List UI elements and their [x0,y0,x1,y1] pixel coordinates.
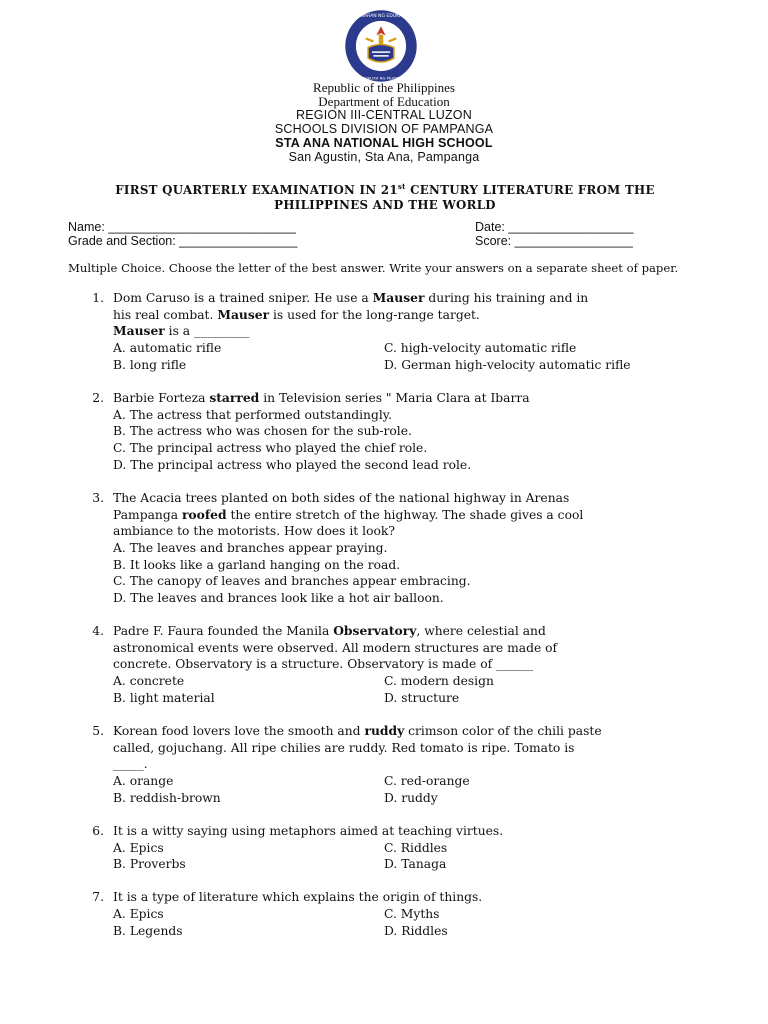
question-text: ambiance to the motorists. How does it look? [113,524,395,538]
keyword: ruddy [364,723,405,738]
text-run: in Television series " Maria Clara at Ibarra [259,391,530,405]
question-text: concrete. Observatory is a structure. Observatory is made of ______ [113,657,533,671]
keyword: starred [209,390,260,405]
option-c[interactable]: C. The canopy of leaves and branches appear embracing. [113,574,471,588]
header-republic: Republic of the Philippines [313,80,455,95]
option-c[interactable]: C. modern design [384,674,494,688]
score-field[interactable]: Score: _________________ [475,234,633,248]
option-d[interactable]: D. German high-velocity automatic rifle [384,358,631,372]
option-c[interactable]: C. The principal actress who played the chief role. [113,441,428,455]
grade-section-field[interactable]: Grade and Section: _________________ [68,234,298,248]
option-d[interactable]: D. The principal actress who played the second lead role. [113,458,472,472]
question-text: called, gojuchang. All ripe chilies are ruddy. Red tomato is ripe. Tomato is [113,741,575,755]
keyword: roofed [181,507,227,522]
question-text [113,723,602,740]
option-d[interactable]: D. The leaves and brances look like a hot air balloon. [113,591,444,605]
option-a[interactable]: A. automatic rifle [113,341,222,355]
question-text [113,623,546,640]
question-text: The Acacia trees planted on both sides of the national highway in Arenas [113,491,570,505]
option-a[interactable]: A. The leaves and branches appear praying. [113,541,388,555]
option-b[interactable]: B. light material [113,691,215,705]
text-run: Padre F. Faura founded the Manila [113,624,334,638]
option-b[interactable]: B. reddish-brown [113,791,221,805]
option-a[interactable]: A. Epics [113,907,164,921]
text-run: the entire stretch of the highway. The shade gives a cool [226,508,584,522]
text-run: Barbie Forteza [113,391,210,405]
question-number: 4. [92,624,104,638]
option-a[interactable]: A. orange [113,774,174,788]
text-run: crimson color of the chili paste [404,724,602,738]
title-sup: st [397,182,406,191]
header-department: Department of Education [318,94,450,109]
text-run: Dom Caruso is a trained sniper. He use a [113,291,373,305]
option-d[interactable]: D. Tanaga [384,857,447,871]
option-c[interactable]: C. Riddles [384,841,448,855]
header-region: REGION III-CENTRAL LUZON [296,108,472,122]
header-address: San Agustin, Sta Ana, Pampanga [288,150,480,164]
keyword: Mauser [113,323,165,338]
name-field[interactable]: Name: ___________________________ [68,220,296,234]
question-number: 3. [92,491,104,505]
option-a[interactable]: A. The actress that performed outstandingly. [113,408,392,422]
exam-title-line1 [60,179,710,198]
question-text: It is a type of literature which explains the origin of things. [113,890,483,904]
text-run: is used for the long-range target. [269,308,480,322]
question-text [113,290,588,307]
option-a[interactable]: A. Epics [113,841,164,855]
date-field[interactable]: Date: __________________ [475,220,634,234]
text-run: Pampanga [113,508,182,522]
question-text: astronomical events were observed. All modern structures are made of [113,641,558,655]
question-text [113,507,583,524]
text-run: his real combat. [113,308,218,322]
title-pre: FIRST QUARTERLY EXAMINATION IN 21 [115,182,398,197]
option-a[interactable]: A. concrete [113,674,185,688]
option-c[interactable]: C. Myths [384,907,440,921]
question-number: 5. [92,724,104,738]
question-text [113,390,530,407]
text-run: is a _________ [164,324,250,338]
question-number: 2. [92,391,104,405]
option-d[interactable]: D. structure [384,691,460,705]
text-run: , where celestial and [416,624,546,638]
exam-title [60,179,710,213]
option-b[interactable]: B. long rifle [113,358,187,372]
option-d[interactable]: D. Riddles [384,924,448,938]
question-number: 7. [92,890,104,904]
seal-shield [368,44,394,61]
title-post: CENTURY LITERATURE FROM THE [405,182,655,197]
question-text [113,323,249,340]
keyword: Mauser [217,307,270,322]
seal-bottom-text: REPUBLIKA NG PILIPINAS [357,75,405,81]
header-school-name: STA ANA NATIONAL HIGH SCHOOL [275,136,493,150]
question-text [113,307,480,324]
question-text: _____. [113,757,148,771]
question-text: It is a witty saying using metaphors aimed at teaching virtues. [113,824,504,838]
header-division: SCHOOLS DIVISION OF PAMPANGA [274,122,494,136]
option-c[interactable]: C. red-orange [384,774,470,788]
keyword: Observatory [333,623,417,638]
option-b[interactable]: B. Proverbs [113,857,186,871]
option-c[interactable]: C. high-velocity automatic rifle [384,341,577,355]
exam-title-line2: PHILIPPINES AND THE WORLD [274,197,496,212]
option-b[interactable]: B. It looks like a garland hanging on the road. [113,558,401,572]
question-number: 1. [92,291,104,305]
question-number: 6. [92,824,104,838]
deped-seal-logo [343,8,419,84]
text-run: Korean food lovers love the smooth and [113,724,365,738]
option-b[interactable]: B. Legends [113,924,183,938]
instructions: Multiple Choice. Choose the letter of the best answer. Write your answers on a separate sheet of paper. [68,261,679,275]
seal-ring-text: KAGAWARAN NG EDUKASYON [347,14,415,20]
option-d[interactable]: D. ruddy [384,791,438,805]
keyword: Mauser [372,290,425,305]
option-b[interactable]: B. The actress who was chosen for the sub-role. [113,424,412,438]
text-run: during his training and in [424,291,589,305]
